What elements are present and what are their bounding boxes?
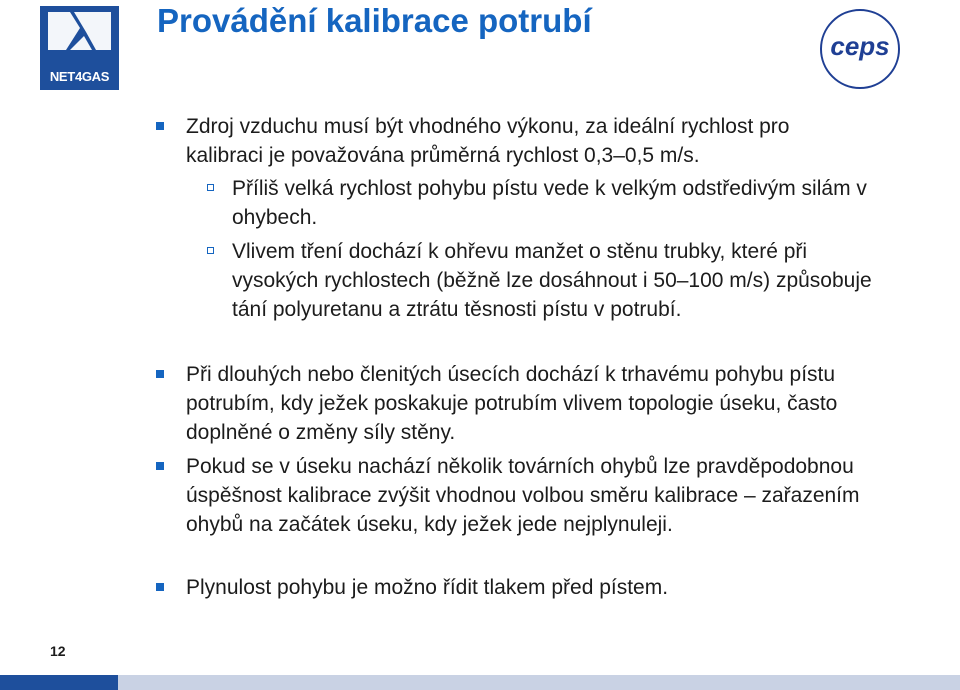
bullet-item-1 — [186, 112, 866, 170]
slide-title: Provádění kalibrace potrubí — [157, 2, 592, 39]
bullet-item-3 — [186, 452, 866, 539]
hollow-square-bullet-icon — [207, 184, 214, 191]
square-bullet-icon — [156, 122, 164, 130]
bullet-text: Vlivem tření dochází k ohřevu manžet o stěnu trubky, které při vysokých rychlostech (běžně lze dosáhnout i 50–100 m/s) způsobuje tání polyuretanu a ztrátu těsnosti pístu v potrubí. — [232, 240, 872, 321]
bullet-item-4 — [186, 573, 866, 602]
bullet-text: Pokud se v úseku nachází několik továrních ohybů lze pravděpodobnou úspěšnost kalibrace zvýšit vhodnou volbou směru kalibrace – zařazením ohybů na začátek úseku, kdy ježek jede nejplynuleji. — [186, 455, 860, 536]
square-bullet-icon — [156, 583, 164, 591]
sub-bullet-item-2 — [232, 237, 872, 324]
net4gas-wordmark: NET4GAS — [49, 69, 110, 84]
bullet-text: Plynulost pohybu je možno řídit tlakem před pístem. — [186, 576, 669, 599]
bullet-text: Příliš velká rychlost pohybu pístu vede k velkým odstředivým silám v ohybech. — [232, 177, 867, 229]
page-number: 12 — [50, 643, 66, 659]
square-bullet-icon — [156, 370, 164, 378]
square-bullet-icon — [156, 462, 164, 470]
bullet-text: Zdroj vzduchu musí být vhodného výkonu, za ideální rychlost pro kalibraci je považována průměrná rychlost 0,3–0,5 m/s. — [186, 115, 790, 167]
footer-bar-accent — [0, 675, 118, 690]
bullet-text: Při dlouhých nebo členitých úsecích dochází k trhavému pohybu pístu potrubím, kdy ježek poskakuje potrubím vlivem topologie úseku, často doplněné o změny síly stěny. — [186, 363, 838, 444]
footer-bar — [0, 675, 960, 690]
sub-bullet-item-1 — [232, 174, 872, 232]
bullet-item-2 — [186, 360, 866, 447]
hollow-square-bullet-icon — [207, 247, 214, 254]
ceps-wordmark: ceps — [830, 31, 890, 61]
